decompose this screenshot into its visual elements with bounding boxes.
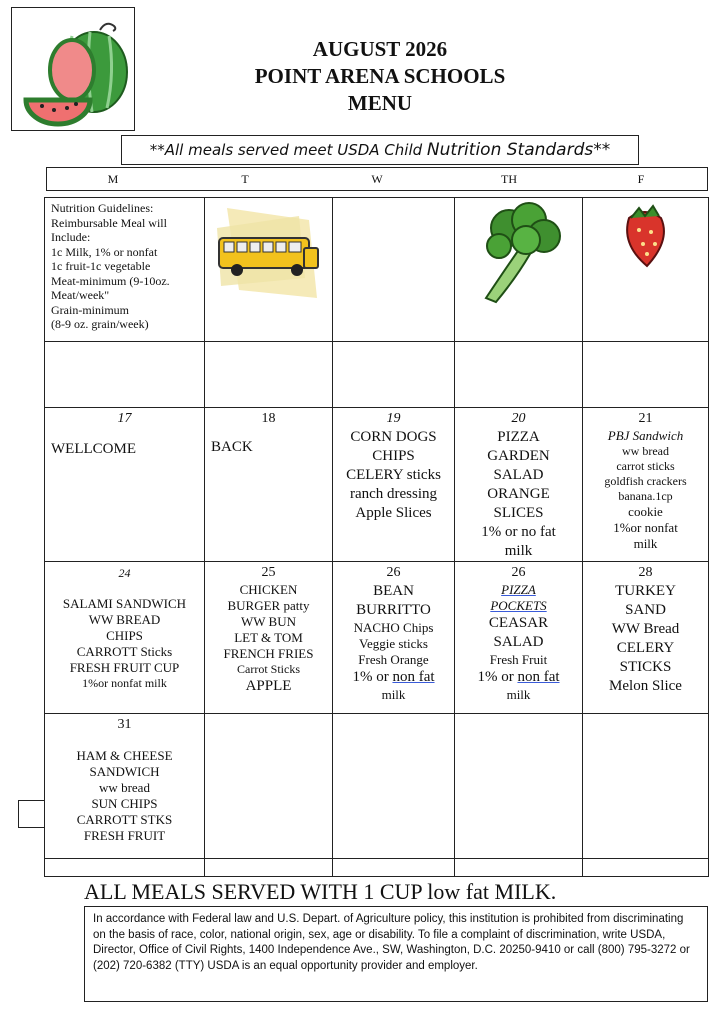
menu-item: CARROTT STKS [76,812,173,827]
menu-item: SLICES [493,505,544,521]
cell-empty [205,714,333,859]
menu-item: Melon Slice [609,678,682,694]
day-number: 31 [117,717,132,732]
day-label-fri: F [637,172,645,186]
menu-item: CHICKEN [239,582,298,597]
menu-item: SAND [625,602,666,618]
day-number: 21 [638,411,653,426]
guideline-line: Reimbursable Meal will [51,215,167,230]
day-label-wed: W [371,172,383,186]
calendar-row-week-31 [45,714,709,859]
menu-item: ranch dressing [349,486,438,502]
usda-banner [121,135,639,165]
cell-empty [333,859,455,877]
menu-item: PBJ Sandwich [607,428,684,443]
menu-item: POCKETS [490,598,547,613]
day-number: 25 [261,565,276,580]
menu-item: CELERY sticks [346,467,441,483]
school-bus-icon [209,198,329,308]
day-cell-19 [333,408,455,562]
day-number: 19 [386,411,401,426]
guideline-line: 1c fruit-1c vegetable [51,259,151,273]
menu-item: 1%or nonfat milk [82,676,167,690]
day-cell-24 [45,562,205,714]
menu-item: Veggie sticks [359,636,428,651]
menu-item: Apple Slices [355,505,432,521]
milk-text: 1% or [352,669,393,685]
guideline-line: 1c Milk, 1% or nonfat [51,244,158,259]
menu-item: BACK [211,439,253,455]
guideline-line: Grain-minimum [51,302,129,317]
menu-item: SALAD [493,467,544,483]
title-month: AUGUST 2026 [312,37,448,61]
cell-empty [455,859,583,877]
cell-empty [205,342,333,408]
menu-item: PIZZA [497,429,540,445]
menu-item: Carrot Sticks [237,662,300,676]
menu-item: TURKEY [615,583,676,599]
guideline-line: Meat-minimum (9-10oz. [51,273,170,288]
menu-item: FRESH FRUIT CUP [69,660,180,675]
menu-item: APPLE [245,678,292,694]
cell-empty [583,859,709,877]
menu-item: BURRITTO [356,602,431,618]
menu-item: goldfish crackers [604,474,687,488]
day-number: 18 [261,411,276,426]
day-number: 26 [386,565,401,580]
day-cell-20 [455,408,583,562]
cell-empty [45,859,205,877]
menu-item: SANDWICH [89,764,160,779]
menu-item: ww bread [99,780,150,795]
title-menu: MENU [347,91,413,115]
menu-item: milk [381,687,406,702]
menu-item: milk [633,536,658,551]
menu-calendar [44,197,709,877]
day-cell-18 [205,408,333,562]
calendar-row-empty [45,342,709,408]
menu-item: CELERY [616,640,675,656]
guideline-line: (8-9 oz. grain/week) [51,317,149,331]
menu-item: Fresh Orange [358,652,429,667]
menu-item: ww bread [622,444,669,458]
banner-text-2: Nutrition Standards** [426,140,611,160]
menu-item: NACHO Chips [353,620,434,635]
day-cell-28 [583,562,709,714]
nutrition-guidelines [45,198,205,342]
menu-item [333,668,454,687]
guideline-line: Nutrition Guidelines: [51,201,154,215]
title-school: POINT ARENA SCHOOLS [254,64,506,88]
menu-item: 1%or nonfat [613,520,678,535]
menu-item: ORANGE [487,486,550,502]
menu-item: STICKS [619,659,672,675]
menu-item: SALAD [493,634,544,650]
menu-item: 1% or no fat [481,524,556,540]
day-cell-25 [205,562,333,714]
day-number: 24 [118,566,131,580]
day-number: 26 [511,565,526,580]
cell-empty [333,198,455,342]
watermelon-icon [12,8,133,129]
calendar-row-week-24 [45,562,709,714]
day-cell-17 [45,408,205,562]
menu-item: GARDEN [487,448,550,464]
day-cell-26-thu [455,562,583,714]
cell-bus-picture [205,198,333,342]
menu-item: PIZZA [501,582,536,597]
cell-empty [333,714,455,859]
cell-strawberry-picture [583,198,709,342]
menu-item: FRESH FRUIT [83,828,166,843]
calendar-row-pictures [45,198,709,342]
checkbox-square [18,800,45,828]
day-number: 28 [638,565,653,580]
cell-broccoli-picture [455,198,583,342]
cell-empty [583,342,709,408]
guideline-line: Meat/week" [51,288,110,302]
menu-item: CHIPS [106,628,143,643]
logo-frame [11,7,135,131]
calendar-row-week-17 [45,408,709,562]
menu-item: FRENCH FRIES [223,646,314,661]
milk-notice: ALL MEALS SERVED WITH 1 CUP low fat MILK. [84,879,557,904]
strawberry-icon [611,198,681,278]
menu-item: SALAMI SANDWICH [62,596,187,611]
calendar-row-bottom [45,859,709,877]
cell-empty [45,342,205,408]
menu-item: CEASAR [488,615,549,631]
milk-text-underlined: non fat [392,669,435,685]
menu-item: WELLCOME [51,441,136,457]
usda-disclaimer: In accordance with Federal law and U.S. Depart. of Agriculture policy, this institution is prohibited from discriminating on the basis of race, color, national origin, sex, age or disability. To file a complaint of discrimination, write USDA, Director, Office of Civil Rights, 1400 Independence Ave., SW, Washington, D.C. 20250-9410 or call (800) 795-3272 or (202) 720-6382 (TTY) USDA is an equal opportunity provider and employer. [84,906,708,1002]
menu-item: BURGER patty [227,598,310,613]
day-label-mon: M [107,172,119,186]
day-label-thu: TH [501,172,517,186]
day-cell-26-wed [333,562,455,714]
milk-text: 1% or [477,669,518,685]
menu-item: CORN DOGS [350,429,437,445]
menu-item: milk [504,543,533,559]
menu-item: cookie [628,504,663,519]
menu-item: HAM & CHEESE [76,748,173,763]
menu-item: SUN CHIPS [91,796,158,811]
cell-empty [205,859,333,877]
menu-item: WW BREAD [88,612,161,627]
cell-empty [455,342,583,408]
day-label-tue: T [241,172,249,186]
page-title [190,36,570,117]
menu-item: CARROTT Sticks [76,644,173,659]
menu-item: CHIPS [372,448,415,464]
milk-text-underlined: non fat [517,669,560,685]
day-cell-21 [583,408,709,562]
day-number: 20 [511,411,526,426]
menu-item: WW BUN [240,614,296,629]
menu-item [455,668,582,687]
menu-item: WW Bread [611,621,680,637]
menu-item: carrot sticks [616,459,675,473]
menu-item: BEAN [373,583,414,599]
day-number: 17 [117,411,132,426]
broccoli-icon [464,198,574,308]
cell-empty [583,714,709,859]
menu-item: milk [506,687,531,702]
menu-item: banana.1cp [618,489,673,503]
day-header-row [46,167,708,191]
cell-empty [333,342,455,408]
guideline-line: Include: [51,230,91,244]
day-cell-31 [45,714,205,859]
cell-empty [455,714,583,859]
banner-text-1: **All meals served meet USDA Child [149,141,427,159]
menu-item: Fresh Fruit [489,652,548,667]
menu-item: LET & TOM [234,630,303,645]
